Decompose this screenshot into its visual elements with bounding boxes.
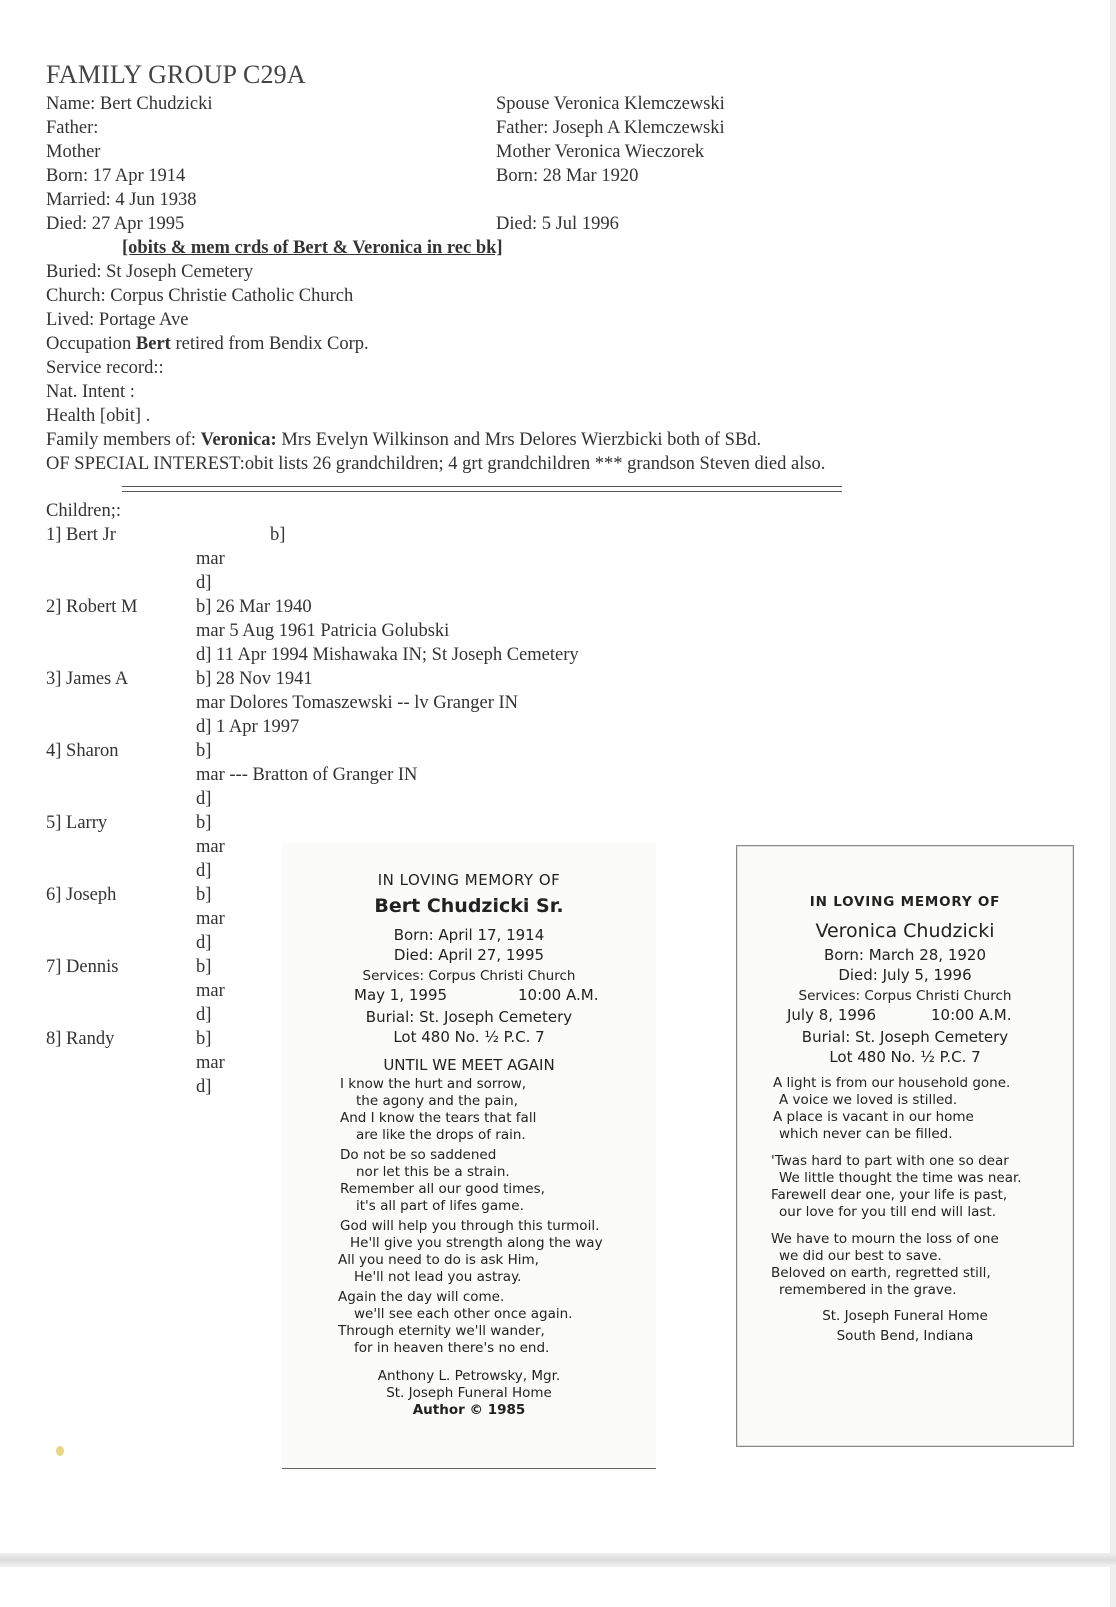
poem-line: We have to mourn the loss of one — [771, 1231, 999, 1247]
occupation-prefix: Occupation — [46, 334, 136, 354]
poem-line: Remember all our good times, — [340, 1181, 545, 1197]
card-heading: IN LOVING MEMORY OF — [809, 894, 1001, 910]
poem-line: Again the day will come. — [338, 1289, 505, 1305]
buried-line: Buried: St Joseph Cemetery — [46, 262, 254, 282]
spouse-line: Spouse Veronica Klemczewski — [496, 94, 725, 114]
poem-line: He'll not lead you astray. — [354, 1269, 522, 1285]
child-died: d] — [196, 861, 212, 881]
child-married: mar — [196, 549, 225, 569]
page-title: FAMILY GROUP C29A — [46, 60, 306, 89]
spouse-died-line: Died: 5 Jul 1996 — [496, 214, 619, 234]
card-burial: Burial: St. Joseph Cemetery — [365, 1008, 573, 1026]
child-died: d] 1 Apr 1997 — [196, 717, 300, 737]
occupation-name: Bert — [135, 334, 171, 354]
child-name: 2] Robert M — [46, 597, 138, 617]
child-died: d] — [196, 1005, 212, 1025]
child-name: 3] James A — [46, 669, 129, 689]
child-died: d] — [196, 933, 212, 953]
card-died: Died: July 5, 1996 — [838, 966, 972, 984]
poem-line: Through eternity we'll wander, — [338, 1323, 545, 1339]
poem-line: I know the hurt and sorrow, — [340, 1076, 527, 1092]
card-footer-line: St. Joseph Funeral Home — [386, 1385, 552, 1401]
card-services: Services: Corpus Christi Church — [362, 968, 576, 984]
spouse-born-line: Born: 28 Mar 1920 — [496, 166, 639, 186]
card-burial: Burial: St. Joseph Cemetery — [801, 1028, 1009, 1046]
child-died: d] — [196, 573, 212, 593]
family-suffix: Mrs Evelyn Wilkinson and Mrs Delores Wierzbicki both of SBd. — [276, 430, 762, 450]
poem-line: And I know the tears that fall — [340, 1110, 537, 1126]
father-line: Father: — [46, 118, 99, 138]
poem-line: the agony and the pain, — [356, 1093, 518, 1109]
double-rule-divider — [122, 486, 842, 492]
scan-edge — [1110, 0, 1116, 1607]
memorial-card-bert — [282, 843, 656, 1469]
nat-intent-line: Nat. Intent : — [46, 382, 135, 402]
child-married: mar Dolores Tomaszewski -- lv Granger IN — [196, 693, 519, 713]
card-poem-title: UNTIL WE MEET AGAIN — [383, 1056, 555, 1074]
card-lot: Lot 480 No. ½ P.C. 7 — [829, 1048, 981, 1066]
died-line: Died: 27 Apr 1995 — [46, 214, 185, 234]
card-services: Services: Corpus Christi Church — [798, 988, 1012, 1004]
scan-speck — [56, 1446, 64, 1456]
special-interest-line: OF SPECIAL INTEREST:obit lists 26 grandchildren; 4 grt grandchildren *** grandson Steven died also. — [46, 454, 826, 474]
card-footer-line: Author © 1985 — [412, 1402, 526, 1418]
card-footer-line: South Bend, Indiana — [836, 1328, 974, 1344]
poem-line: God will help you through this turmoil. — [340, 1218, 600, 1234]
child-died: d] — [196, 1077, 212, 1097]
child-died: d] — [196, 789, 212, 809]
card-born: Born: March 28, 1920 — [824, 946, 986, 964]
card-died: Died: April 27, 1995 — [393, 946, 545, 964]
child-married: mar — [196, 981, 225, 1001]
child-name: 6] Joseph — [46, 885, 117, 905]
child-name: 5] Larry — [46, 813, 108, 833]
children-heading: Children;: — [46, 501, 122, 521]
poem-line: for in heaven there's no end. — [354, 1340, 550, 1356]
poem-line: All you need to do is ask Him, — [338, 1252, 539, 1268]
poem-line: our love for you till end will last. — [779, 1204, 996, 1220]
lived-line: Lived: Portage Ave — [46, 310, 189, 330]
child-name: 4] Sharon — [46, 741, 119, 761]
scan-bottom-strip — [0, 1553, 1116, 1567]
poem-line: we did our best to save. — [779, 1248, 942, 1264]
card-deceased-name: Bert Chudzicki Sr. — [374, 895, 564, 917]
card-service-date: July 8, 1996 — [787, 1006, 876, 1024]
poem-line: A place is vacant in our home — [773, 1109, 974, 1125]
poem-line: Beloved on earth, regretted still, — [771, 1265, 991, 1281]
spouse-mother-line: Mother Veronica Wieczorek — [496, 142, 705, 162]
child-born: b] 28 Nov 1941 — [196, 669, 313, 689]
card-footer-line: Anthony L. Petrowsky, Mgr. — [377, 1368, 561, 1384]
poem-line: He'll give you strength along the way — [350, 1235, 603, 1251]
poem-line: We little thought the time was near. — [779, 1170, 1022, 1186]
married-line: Married: 4 Jun 1938 — [46, 190, 197, 210]
poem-line: A voice we loved is stilled. — [779, 1092, 958, 1108]
poem-line: A light is from our household gone. — [773, 1075, 1011, 1091]
child-married: mar 5 Aug 1961 Patricia Golubski — [196, 621, 450, 641]
poem-line: Farewell dear one, your life is past, — [771, 1187, 1008, 1203]
mother-line: Mother — [46, 142, 101, 162]
obits-note: [obits & mem crds of Bert & Veronica in rec bk] — [122, 238, 503, 258]
poem-line: we'll see each other once again. — [354, 1306, 573, 1322]
card-service-time: 10:00 A.M. — [518, 986, 599, 1004]
name-line: Name: Bert Chudzicki — [46, 94, 213, 114]
poem-line: remembered in the grave. — [779, 1282, 957, 1298]
child-married: mar — [196, 1053, 225, 1073]
card-lot: Lot 480 No. ½ P.C. 7 — [393, 1028, 545, 1046]
card-born: Born: April 17, 1914 — [393, 926, 545, 944]
memorial-card-veronica — [736, 845, 1074, 1447]
child-name: 7] Dennis — [46, 957, 119, 977]
child-died: d] 11 Apr 1994 Mishawaka IN; St Joseph Cemetery — [196, 645, 579, 665]
card-footer-line: St. Joseph Funeral Home — [822, 1308, 988, 1324]
child-born: b] — [196, 741, 212, 761]
card-deceased-name: Veronica Chudzicki — [815, 920, 995, 942]
family-members-line — [46, 428, 761, 452]
occupation-line — [46, 332, 369, 356]
child-married: mar --- Bratton of Granger IN — [196, 765, 418, 785]
poem-line: are like the drops of rain. — [356, 1127, 526, 1143]
child-born: b] — [196, 813, 212, 833]
child-born: b] — [196, 885, 212, 905]
child-name: 1] Bert Jr — [46, 525, 116, 545]
child-married: mar — [196, 837, 225, 857]
card-heading: IN LOVING MEMORY OF — [377, 871, 561, 889]
poem-line: which never can be filled. — [779, 1126, 953, 1142]
child-name: 8] Randy — [46, 1029, 115, 1049]
born-line: Born: 17 Apr 1914 — [46, 166, 186, 186]
spouse-father-line: Father: Joseph A Klemczewski — [496, 118, 725, 138]
church-line: Church: Corpus Christie Catholic Church — [46, 286, 354, 306]
child-born: b] — [270, 525, 286, 545]
family-name: Veronica: — [200, 430, 277, 450]
card-service-time: 10:00 A.M. — [931, 1006, 1012, 1024]
occupation-suffix: retired from Bendix Corp. — [170, 334, 369, 354]
poem-line: Do not be so saddened — [340, 1147, 497, 1163]
child-married: mar — [196, 909, 225, 929]
poem-line: it's all part of lifes game. — [356, 1198, 524, 1214]
child-born: b] — [196, 957, 212, 977]
child-born: b] 26 Mar 1940 — [196, 597, 312, 617]
poem-line: nor let this be a strain. — [356, 1164, 510, 1180]
service-record-line: Service record:: — [46, 358, 164, 378]
family-prefix: Family members of: — [46, 430, 201, 450]
poem-line: 'Twas hard to part with one so dear — [771, 1153, 1009, 1169]
card-service-date: May 1, 1995 — [354, 986, 448, 1004]
child-born: b] — [196, 1029, 212, 1049]
health-line: Health [obit] . — [46, 406, 151, 426]
